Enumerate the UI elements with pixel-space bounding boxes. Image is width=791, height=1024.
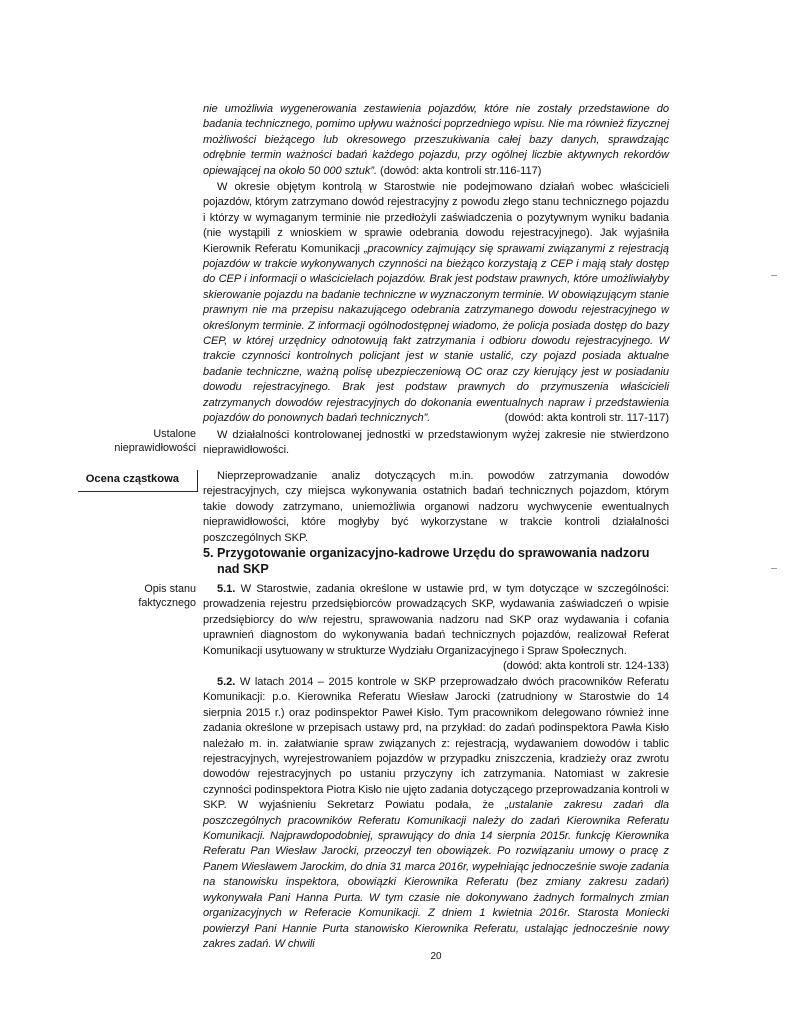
section-heading <box>203 546 669 577</box>
heading-line-1: Przygotowanie organizacyjno-kadrowe Urzędu do sprawowania nadzoru <box>217 546 650 560</box>
paragraph-text: W okresie objętym kontrolą w Starostwie nie podejmowano działań wobec właścicieli pojazdów, którym zatrzymano dowód rejestracyjny z powodu złego stanu technicznego pojazdu i którzy w wymaganym terminie nie przedłożyli zaświadczenia o pozytywnym wyniku badania (nie wystąpili z wnioskiem w sprawie odebrania dowodu rejestracyjnego). Jak wyjaśniła Kierownik Referatu Komunikacji <box>203 181 669 255</box>
box-border-bottom <box>78 491 198 492</box>
paragraph-no-irregularities <box>203 428 669 459</box>
sidebar-label-factual-state: Opis stanu faktycznego <box>138 583 196 609</box>
evidence-reference: (dowód: akta kontroli str. 124-133) <box>503 660 669 673</box>
subsection-number: 5.1. <box>217 583 236 595</box>
subsection-number: 5.2. <box>217 676 236 688</box>
scan-mark <box>771 568 777 569</box>
paragraph-5-1 <box>203 582 669 674</box>
paragraph-text: W latach 2014 – 2015 kontrole w SKP przeprowadzało dwóch pracowników Referatu Komunikacji: p.o. Kierownika Referatu Wiesław Jarocki (zatrudniony w Starostwie do 14 sierpnia 2015 r.) oraz podinspektor Paweł Kisło. Tym pracownikom delegowano również inne zadania określone w przepisach ustawy prd, na przykład: do zadań podinspektora Pawła Kisło należało m. in. załatwianie spraw związanych z: rejestracją, wydawaniem dowodów i tablic rejestracyjnych, wyrejestrowaniem pojazdów w przypadku zniszczenia, kradzieży oraz zwrotu dowodów rejestracyjnych po ustaniu przyczyny ich zatrzymania. Natomiast w zakresie czynności podinspektora Piotra Kisło nie ujęto zadania dotyczącego przeprowadzania kontroli w SKP. W wyjaśnieniu Sekretarz Powiatu podała, że <box>203 676 669 812</box>
scan-mark <box>771 275 777 276</box>
evidence-reference: (dowód: akta kontroli str. 117-117) <box>504 412 669 425</box>
quote-text: „pracownicy zajmujący się sprawami związanymi z rejestracją pojazdów w trakcie wykonywanych czynności na bieżąco korzystają z CEP i mają stały dostęp do CEP i informacji o właścicielach pojazdów. Brak jest podstaw prawnych, które umożliwiałyby skierowanie pojazdu na badanie techniczne w wyznaczonym terminie. W obowiązującym stanie prawnym nie ma przepisu nakazującego odebrania zatrzymanego dowodu rejestracyjnego w określonym terminie. Z informacji ogólnodostępnej wiadomo, że policja posiada dostęp do bazy CEP, w której urzędnicy odnotowują fakt zatrzymania i odbioru dowodu rejestracyjnego. W trakcie czynności kontrolnych policjant jest w stanie ustalić, czy pojazd posiada aktualne badanie techniczne, ważną polisę ubezpieczeniową OC oraz czy kierujący jest w posiadaniu dowodu rejestracyjnego. Brak jest podstaw prawnych do przymuszenia właścicieli zatrzymanych dowodów rejestracyjnych do dokonania ewentualnych napraw i przedstawienia pojazdów do ponownych badań technicznych”. <box>203 242 669 425</box>
page-number: 20 <box>430 951 442 962</box>
paragraph-evidence-1 <box>203 102 669 179</box>
paragraph-partial-assessment <box>203 469 669 546</box>
box-border-right <box>197 470 198 492</box>
sidebar-label-text: Ocena cząstkowa <box>85 473 179 485</box>
paragraph-text: Nieprzeprowadzanie analiz dotyczących m.in. powodów zatrzymania dowodów rejestracyjnych, czy miejsca wykonywania ostatnich badań technicznych pojazdom, którym takie dowody zatrzymano, uniemożliwia organowi nadzoru wychwycenie ewentualnych nieprawidłowości, które mogłyby być wykorzystane w trakcie kontroli działalności poszczególnych SKP. <box>203 470 669 544</box>
paragraph-5-2 <box>203 675 669 952</box>
sidebar-label-irregularities: Ustalone nieprawidłowości <box>114 428 196 454</box>
evidence-reference: (dowód: akta kontroli str.116-117) <box>377 164 542 177</box>
paragraph-actions <box>203 180 669 427</box>
heading-line-2: nad SKP <box>217 561 269 576</box>
paragraph-text: W działalności kontrolowanej jednostki w przedstawionym wyżej zakresie nie stwierdzono nieprawidłowości. <box>203 429 669 457</box>
heading-number: 5. <box>203 546 214 560</box>
sidebar-label-partial-assessment <box>78 468 201 492</box>
quote-text: „ustalanie zakresu zadań dla poszczególnych pracowników Referatu Komunikacji należy do zadań Kierownika Referatu Komunikacji. Najprawdopodobniej, sprawujący do dnia 14 sierpnia 2015r. funkcję Kierownika Referatu Pan Wiesław Jarocki, przeoczył ten obowiązek. Po rozwiązaniu umowy o pracę z Panem Wiesławem Jarockim, do dnia 31 marca 2016r, wypełniając jednocześnie swoje zadania na stanowisku inspektora, obowiązki Kierownika Referatu (bez zmiany zakresu zadań) wykonywała Pani Hanna Purta. W tym czasie nie dokonywano żadnych formalnych zmian organizacyjnych w Referacie Komunikacji. Z dniem 1 kwietnia 2016r. Starosta Moniecki powierzył Pani Hannie Purta stanowisko Kierownika Referatu, ustalając jednocześnie nowy zakres zadań. W chwili <box>203 799 669 950</box>
quote-text: nie umożliwia wygenerowania zestawienia pojazdów, które nie zostały przedstawione do badania technicznego, pomimo upływu ważności poprzedniego wpisu. Nie ma również fizycznej możliwości bieżącego lub okresowego przeszukiwania całej bazy danych, sprawdzając odrębnie termin ważności badań każdego pojazdu, przy ogólnej liczbie aktywnych rekordów opiewającej na około 50 000 sztuk”. <box>203 103 669 177</box>
paragraph-text: W Starostwie, zadania określone w ustawie prd, w tym dotyczące w szczególności: prowadzenia rejestru przedsiębiorców prowadzących SKP, wydawania zaświadczeń o wpisie przedsiębiorcy do w/w rejestru, sprawowania nadzoru nad SKP oraz wydawania i cofania uprawnień diagnostom do wykonywania badań technicznych pojazdów, realizował Referat Komunikacji usytuowany w strukturze Wydziału Organizacyjnego i Spraw Społecznych. <box>203 583 669 657</box>
